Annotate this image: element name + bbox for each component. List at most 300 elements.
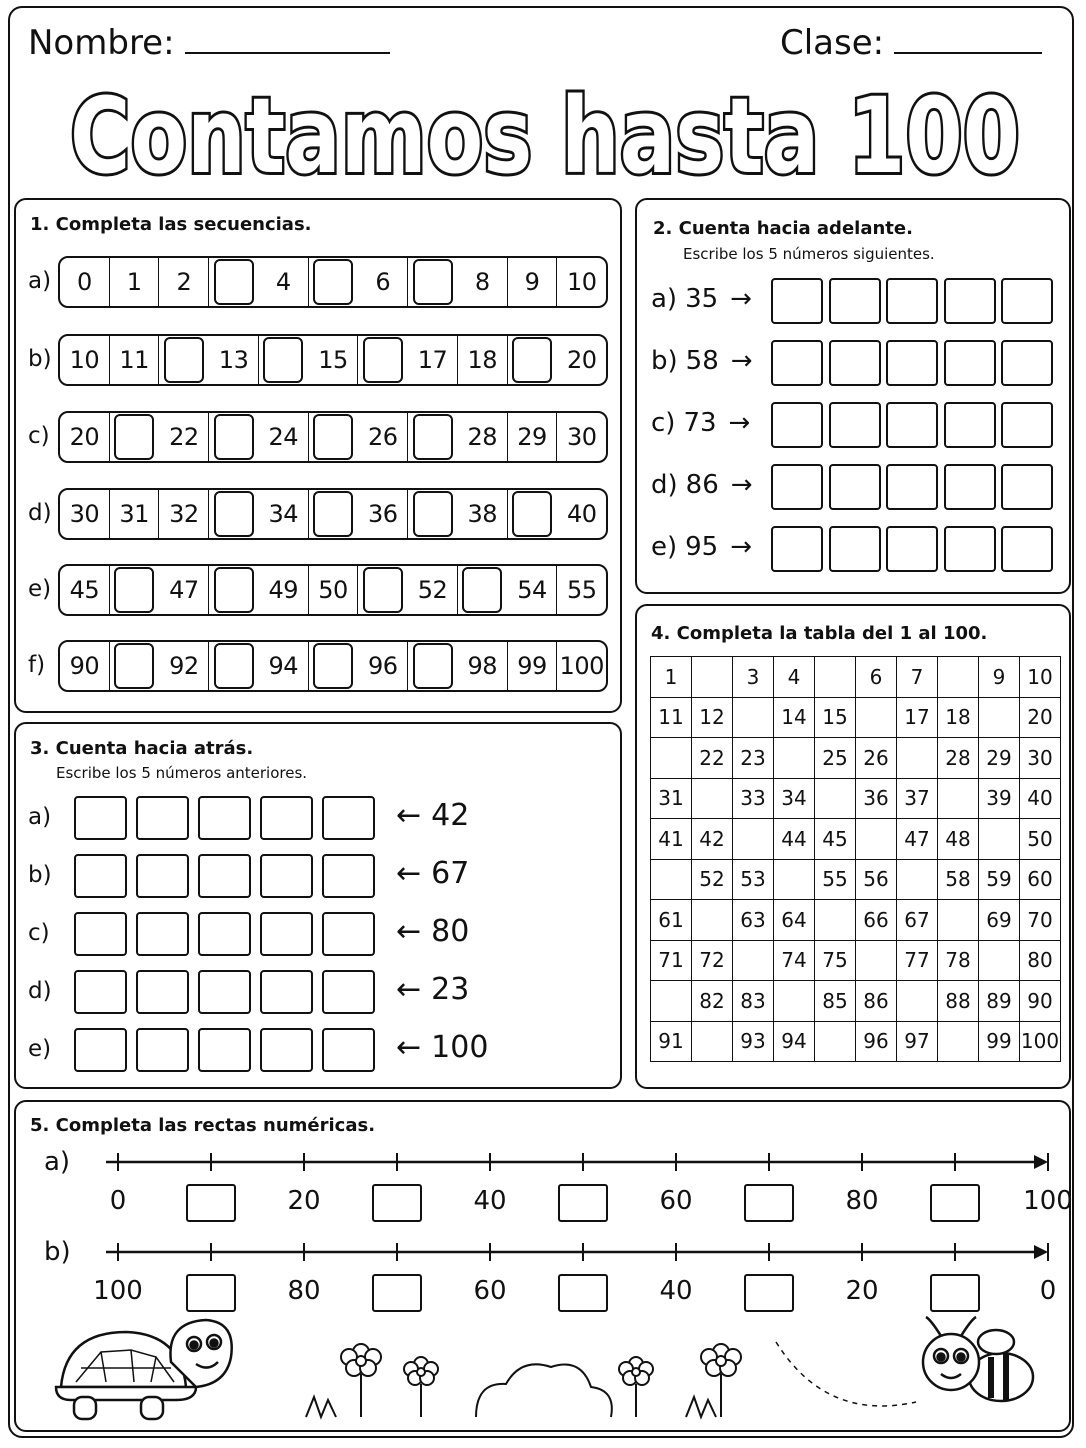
- arrow-right-icon: →: [730, 532, 753, 562]
- answer-box[interactable]: [74, 1028, 127, 1072]
- answer-box[interactable]: [886, 340, 938, 386]
- answer-box[interactable]: [74, 912, 127, 956]
- chart-row: [651, 1021, 1061, 1062]
- answer-box[interactable]: [260, 1028, 313, 1072]
- chart-blank-cell[interactable]: [938, 900, 979, 941]
- chart-number-cell: 61: [651, 900, 692, 941]
- chart-number-cell: 64: [774, 900, 815, 941]
- answer-box[interactable]: [886, 526, 938, 572]
- sequence-number: 9: [508, 258, 558, 306]
- chart-blank-cell[interactable]: [938, 778, 979, 819]
- answer-box[interactable]: [771, 278, 823, 324]
- chart-blank-cell[interactable]: [692, 778, 733, 819]
- sequence-number: 38: [458, 490, 508, 538]
- sequence-blank-box[interactable]: [508, 490, 558, 538]
- answer-box[interactable]: [771, 526, 823, 572]
- chart-blank-cell[interactable]: [733, 940, 774, 981]
- sequence-blank-box[interactable]: [110, 642, 160, 690]
- sequence-number: 24: [259, 413, 309, 461]
- page-title: [60, 72, 1040, 192]
- sequence-blank-box[interactable]: [408, 258, 458, 306]
- chart-number-cell: 48: [938, 819, 979, 860]
- chart-number-cell: 26: [856, 738, 897, 779]
- answer-box[interactable]: [322, 854, 375, 898]
- sequence-row: [58, 256, 608, 308]
- chart-number-cell: 75: [815, 940, 856, 981]
- chart-number-cell: 6: [856, 657, 897, 698]
- answer-box[interactable]: [944, 278, 996, 324]
- answer-box[interactable]: [771, 340, 823, 386]
- sequence-blank-box[interactable]: [309, 413, 359, 461]
- backward-row-label: e): [28, 1036, 52, 1062]
- number-line-value: 0: [1039, 1276, 1057, 1306]
- chart-number-cell: 99: [979, 1021, 1020, 1062]
- forward-row-label: e): [651, 532, 678, 562]
- chart-blank-cell[interactable]: [938, 657, 979, 698]
- turtle-icon: [56, 1320, 232, 1419]
- sequence-number: 36: [358, 490, 408, 538]
- chart-blank-cell[interactable]: [897, 981, 938, 1022]
- forward-row-start: [651, 346, 753, 376]
- chart-row: [651, 657, 1061, 698]
- answer-box[interactable]: [771, 402, 823, 448]
- sequence-blank-box[interactable]: [309, 642, 359, 690]
- chart-number-cell: 3: [733, 657, 774, 698]
- number-line-blank-box[interactable]: [558, 1184, 608, 1222]
- chart-blank-cell[interactable]: [692, 1021, 733, 1062]
- answer-box[interactable]: [136, 912, 189, 956]
- chart-number-cell: 72: [692, 940, 733, 981]
- chart-number-cell: 59: [979, 859, 1020, 900]
- section1-title: 1. Completa las secuencias.: [30, 214, 312, 235]
- chart-number-cell: 96: [856, 1021, 897, 1062]
- chart-number-cell: 45: [815, 819, 856, 860]
- chart-number-cell: 14: [774, 697, 815, 738]
- answer-box[interactable]: [322, 1028, 375, 1072]
- sequence-number: 45: [60, 566, 110, 614]
- sequence-blank-box[interactable]: [309, 490, 359, 538]
- section3-title: 3. Cuenta hacia atrás.: [30, 738, 254, 759]
- backward-row-start: [396, 798, 469, 833]
- sequence-blank-box[interactable]: [209, 490, 259, 538]
- sequence-number: 20: [566, 346, 597, 374]
- chart-blank-cell[interactable]: [692, 657, 733, 698]
- sequence-number: 11: [110, 336, 160, 384]
- chart-number-cell: 52: [692, 859, 733, 900]
- class-field[interactable]: [780, 22, 1042, 63]
- hundred-chart: [650, 656, 1061, 1062]
- chart-number-cell: 77: [897, 940, 938, 981]
- chart-row: [651, 981, 1061, 1022]
- number-line-label: b): [44, 1237, 71, 1267]
- chart-blank-cell[interactable]: [651, 738, 692, 779]
- answer-box[interactable]: [1001, 464, 1053, 510]
- sequence-number: 29: [508, 413, 558, 461]
- backward-row-label: c): [28, 920, 50, 946]
- backward-row-start: [396, 856, 469, 891]
- chart-number-cell: 100: [1020, 1021, 1061, 1062]
- chart-number-cell: 94: [774, 1021, 815, 1062]
- chart-row: [651, 738, 1061, 779]
- seq-row-label: a): [28, 268, 52, 294]
- chart-number-cell: 1: [651, 657, 692, 698]
- sequence-number: 52: [408, 566, 458, 614]
- arrow-head-icon: [1034, 1245, 1048, 1259]
- number-line-value: 0: [109, 1186, 127, 1216]
- chart-number-cell: 36: [856, 778, 897, 819]
- backward-start-number: 67: [431, 856, 470, 891]
- forward-start-number: 58: [685, 346, 719, 376]
- chart-row: [651, 697, 1061, 738]
- answer-box[interactable]: [74, 796, 127, 840]
- number-line-value: 80: [287, 1276, 321, 1306]
- sequence-number: 18: [458, 336, 508, 384]
- forward-start-number: 73: [683, 408, 717, 438]
- answer-box[interactable]: [260, 912, 313, 956]
- answer-box[interactable]: [74, 970, 127, 1014]
- arrow-left-icon: ←: [396, 914, 422, 949]
- sequence-number: 92: [159, 642, 209, 690]
- forward-start-number: 86: [685, 470, 719, 500]
- number-line-blank-box[interactable]: [744, 1184, 794, 1222]
- sequence-number: 15: [309, 336, 359, 384]
- chart-number-cell: 80: [1020, 940, 1061, 981]
- answer-box[interactable]: [322, 970, 375, 1014]
- page-title-text: Contamos hasta 100: [70, 75, 1020, 192]
- number-line-blank-box[interactable]: [558, 1274, 608, 1312]
- sequence-row: [58, 411, 608, 463]
- chart-number-cell: 90: [1020, 981, 1061, 1022]
- chart-number-cell: 41: [651, 819, 692, 860]
- number-line-value: 40: [473, 1186, 507, 1216]
- chart-number-cell: 10: [1020, 657, 1061, 698]
- chart-number-cell: 31: [651, 778, 692, 819]
- sequence-number: 50: [309, 566, 359, 614]
- answer-box[interactable]: [771, 464, 823, 510]
- forward-row-label: c): [651, 408, 676, 438]
- answer-box[interactable]: [829, 464, 881, 510]
- chart-number-cell: 23: [733, 738, 774, 779]
- number-line-value: 60: [473, 1276, 507, 1306]
- number-line-blank-box[interactable]: [930, 1274, 980, 1312]
- answer-box[interactable]: [322, 796, 375, 840]
- number-line-value: 20: [845, 1276, 879, 1306]
- number-line-blank-box[interactable]: [744, 1274, 794, 1312]
- arrow-left-icon: ←: [396, 856, 422, 891]
- sequence-blank-box[interactable]: [110, 566, 160, 614]
- sequence-number: 1: [110, 258, 160, 306]
- sequence-blank-box[interactable]: [209, 258, 259, 306]
- answer-box[interactable]: [136, 796, 189, 840]
- chart-number-cell: 83: [733, 981, 774, 1022]
- chart-blank-cell[interactable]: [856, 819, 897, 860]
- chart-number-cell: 28: [938, 738, 979, 779]
- forward-start-number: 35: [685, 284, 719, 314]
- chart-number-cell: 42: [692, 819, 733, 860]
- chart-blank-cell[interactable]: [897, 859, 938, 900]
- chart-number-cell: 12: [692, 697, 733, 738]
- chart-number-cell: 88: [938, 981, 979, 1022]
- chart-number-cell: 71: [651, 940, 692, 981]
- number-line-label: a): [44, 1147, 71, 1177]
- sequence-number: 13: [209, 336, 259, 384]
- section-number-lines: [14, 1100, 1071, 1432]
- sequence-number: 31: [110, 490, 160, 538]
- number-line-value: 40: [659, 1276, 693, 1306]
- number-line-blank-box[interactable]: [372, 1184, 422, 1222]
- chart-blank-cell[interactable]: [774, 738, 815, 779]
- sequence-number: 4: [259, 258, 309, 306]
- chart-row: [651, 819, 1061, 860]
- answer-box[interactable]: [74, 854, 127, 898]
- sequence-blank-box[interactable]: [209, 566, 259, 614]
- chart-number-cell: 50: [1020, 819, 1061, 860]
- sequence-number: 10: [566, 268, 597, 296]
- section4-title: 4. Completa la tabla del 1 al 100.: [651, 623, 988, 644]
- seq-row-label: b): [28, 346, 52, 372]
- name-field[interactable]: [28, 22, 390, 63]
- chart-number-cell: 11: [651, 697, 692, 738]
- chart-number-cell: 44: [774, 819, 815, 860]
- sequence-number: 28: [458, 413, 508, 461]
- sequence-number: 6: [358, 258, 408, 306]
- backward-start-number: 80: [431, 914, 470, 949]
- backward-start-number: 23: [431, 972, 470, 1007]
- chart-blank-cell[interactable]: [979, 697, 1020, 738]
- forward-row-start: [651, 284, 752, 314]
- section2-subtitle: Escribe los 5 números siguientes.: [683, 245, 935, 263]
- chart-number-cell: 66: [856, 900, 897, 941]
- number-line-blank-box[interactable]: [186, 1274, 236, 1312]
- chart-blank-cell[interactable]: [774, 859, 815, 900]
- name-line[interactable]: [185, 22, 390, 54]
- sequence-blank-box[interactable]: [110, 413, 160, 461]
- seq-row-label: e): [28, 576, 52, 602]
- chart-row: [651, 900, 1061, 941]
- chart-blank-cell[interactable]: [774, 981, 815, 1022]
- arrow-right-icon: →: [730, 346, 753, 376]
- sequence-number: 99: [508, 642, 558, 690]
- chart-blank-cell[interactable]: [692, 900, 733, 941]
- answer-box[interactable]: [829, 278, 881, 324]
- answer-box[interactable]: [886, 402, 938, 448]
- forward-row-label: a): [651, 284, 678, 314]
- answer-box[interactable]: [1001, 526, 1053, 572]
- answer-box[interactable]: [829, 526, 881, 572]
- chart-number-cell: 60: [1020, 859, 1061, 900]
- class-label: Clase:: [780, 23, 885, 63]
- section5-title: 5. Completa las rectas numéricas.: [30, 1115, 376, 1136]
- forward-row-start: [651, 408, 750, 438]
- chart-number-cell: 4: [774, 657, 815, 698]
- seq-row-label: f): [28, 652, 46, 678]
- number-line-value: 20: [287, 1186, 321, 1216]
- sequence-blank-box[interactable]: [209, 642, 259, 690]
- sequence-number: 100: [559, 652, 604, 680]
- chart-number-cell: 89: [979, 981, 1020, 1022]
- class-line[interactable]: [894, 22, 1042, 54]
- answer-box[interactable]: [198, 796, 251, 840]
- chart-number-cell: 91: [651, 1021, 692, 1062]
- chart-number-cell: 55: [815, 859, 856, 900]
- answer-box[interactable]: [136, 854, 189, 898]
- backward-row-start: [396, 914, 469, 949]
- chart-number-cell: 9: [979, 657, 1020, 698]
- chart-blank-cell[interactable]: [897, 738, 938, 779]
- answer-box[interactable]: [136, 1028, 189, 1072]
- chart-blank-cell[interactable]: [856, 940, 897, 981]
- answer-box[interactable]: [1001, 278, 1053, 324]
- chart-blank-cell[interactable]: [651, 859, 692, 900]
- sequence-blank-box[interactable]: [508, 336, 558, 384]
- chart-number-cell: 47: [897, 819, 938, 860]
- number-line-blank-box[interactable]: [186, 1184, 236, 1222]
- answer-box[interactable]: [322, 912, 375, 956]
- sequence-row: [58, 334, 608, 386]
- chart-number-cell: 18: [938, 697, 979, 738]
- answer-box[interactable]: [886, 278, 938, 324]
- section-count-backward: [14, 722, 622, 1089]
- chart-blank-cell[interactable]: [815, 1021, 856, 1062]
- chart-blank-cell[interactable]: [938, 1021, 979, 1062]
- sequence-number: 17: [408, 336, 458, 384]
- answer-box[interactable]: [886, 464, 938, 510]
- chart-blank-cell[interactable]: [651, 981, 692, 1022]
- seq-row-label: d): [28, 500, 52, 526]
- sequence-blank-box[interactable]: [408, 490, 458, 538]
- arrow-right-icon: →: [730, 284, 752, 314]
- sequence-blank-box[interactable]: [408, 413, 458, 461]
- sequence-number: 98: [458, 642, 508, 690]
- sequence-number: 34: [259, 490, 309, 538]
- sequence-number: 55: [566, 576, 597, 604]
- arrow-right-icon: →: [730, 470, 753, 500]
- chart-number-cell: 15: [815, 697, 856, 738]
- chart-number-cell: 70: [1020, 900, 1061, 941]
- chart-blank-cell[interactable]: [815, 657, 856, 698]
- number-line: [96, 1147, 1056, 1177]
- chart-blank-cell[interactable]: [815, 778, 856, 819]
- sequence-number: 30: [566, 423, 597, 451]
- arrow-left-icon: ←: [396, 972, 422, 1007]
- chart-number-cell: 86: [856, 981, 897, 1022]
- sequence-number: 32: [159, 490, 209, 538]
- number-line-value: 60: [659, 1186, 693, 1216]
- chart-number-cell: 22: [692, 738, 733, 779]
- chart-number-cell: 33: [733, 778, 774, 819]
- answer-box[interactable]: [944, 402, 996, 448]
- flower-icon: [306, 1344, 741, 1417]
- sequence-number: 20: [60, 413, 110, 461]
- chart-number-cell: 37: [897, 778, 938, 819]
- chart-number-cell: 97: [897, 1021, 938, 1062]
- answer-box[interactable]: [198, 912, 251, 956]
- sequence-number: 54: [508, 566, 558, 614]
- sequence-blank-box[interactable]: [259, 336, 309, 384]
- sequence-number: 22: [159, 413, 209, 461]
- chart-blank-cell[interactable]: [733, 697, 774, 738]
- section-count-forward: [635, 198, 1071, 594]
- backward-row-start: [396, 1030, 488, 1065]
- chart-number-cell: 67: [897, 900, 938, 941]
- sequence-number: 40: [566, 500, 597, 528]
- answer-box[interactable]: [944, 526, 996, 572]
- number-line: [96, 1237, 1056, 1267]
- backward-row-label: d): [28, 978, 52, 1004]
- chart-number-cell: 69: [979, 900, 1020, 941]
- arrow-right-icon: →: [728, 408, 751, 438]
- sequence-blank-box[interactable]: [309, 258, 359, 306]
- sequence-number: 47: [159, 566, 209, 614]
- sequence-blank-box[interactable]: [458, 566, 508, 614]
- name-label: Nombre:: [28, 23, 175, 63]
- chart-number-cell: 56: [856, 859, 897, 900]
- sequence-blank-box[interactable]: [209, 413, 259, 461]
- answer-box[interactable]: [260, 796, 313, 840]
- forward-row-label: d): [651, 470, 678, 500]
- number-line-blank-box[interactable]: [930, 1184, 980, 1222]
- chart-number-cell: 93: [733, 1021, 774, 1062]
- chart-number-cell: 30: [1020, 738, 1061, 779]
- sequence-number: 94: [259, 642, 309, 690]
- chart-number-cell: 74: [774, 940, 815, 981]
- answer-box[interactable]: [1001, 402, 1053, 448]
- answer-box[interactable]: [944, 464, 996, 510]
- backward-row-start: [396, 972, 469, 1007]
- number-line-blank-box[interactable]: [372, 1274, 422, 1312]
- answer-box[interactable]: [198, 854, 251, 898]
- forward-row-start: [651, 470, 753, 500]
- answer-box[interactable]: [829, 402, 881, 448]
- chart-blank-cell[interactable]: [979, 819, 1020, 860]
- arrow-head-icon: [1034, 1155, 1048, 1169]
- sequence-blank-box[interactable]: [159, 336, 209, 384]
- section2-title: 2. Cuenta hacia adelante.: [653, 218, 913, 239]
- forward-start-number: 95: [685, 532, 719, 562]
- answer-box[interactable]: [260, 854, 313, 898]
- sequence-blank-box[interactable]: [358, 566, 408, 614]
- answer-box[interactable]: [1001, 340, 1053, 386]
- answer-box[interactable]: [260, 970, 313, 1014]
- sequence-number: 8: [458, 258, 508, 306]
- sequence-blank-box[interactable]: [358, 336, 408, 384]
- sequence-row: [58, 564, 608, 616]
- backward-start-number: 100: [431, 1030, 489, 1065]
- sequence-blank-box[interactable]: [408, 642, 458, 690]
- chart-number-cell: 25: [815, 738, 856, 779]
- decorations: [46, 1312, 1056, 1427]
- bee-icon: [776, 1317, 1033, 1406]
- answer-box[interactable]: [944, 340, 996, 386]
- chart-blank-cell[interactable]: [815, 900, 856, 941]
- forward-row-start: [651, 532, 752, 562]
- chart-blank-cell[interactable]: [856, 697, 897, 738]
- answer-box[interactable]: [136, 970, 189, 1014]
- answer-box[interactable]: [198, 970, 251, 1014]
- sequence-number: 2: [159, 258, 209, 306]
- arrow-left-icon: ←: [396, 1030, 422, 1065]
- sequence-number: 49: [259, 566, 309, 614]
- chart-blank-cell[interactable]: [979, 940, 1020, 981]
- sequence-row: [58, 640, 608, 692]
- number-line-value: 100: [93, 1276, 143, 1306]
- answer-box[interactable]: [829, 340, 881, 386]
- chart-number-cell: 63: [733, 900, 774, 941]
- chart-row: [651, 940, 1061, 981]
- answer-box[interactable]: [198, 1028, 251, 1072]
- section-sequences: [14, 198, 622, 713]
- chart-blank-cell[interactable]: [733, 819, 774, 860]
